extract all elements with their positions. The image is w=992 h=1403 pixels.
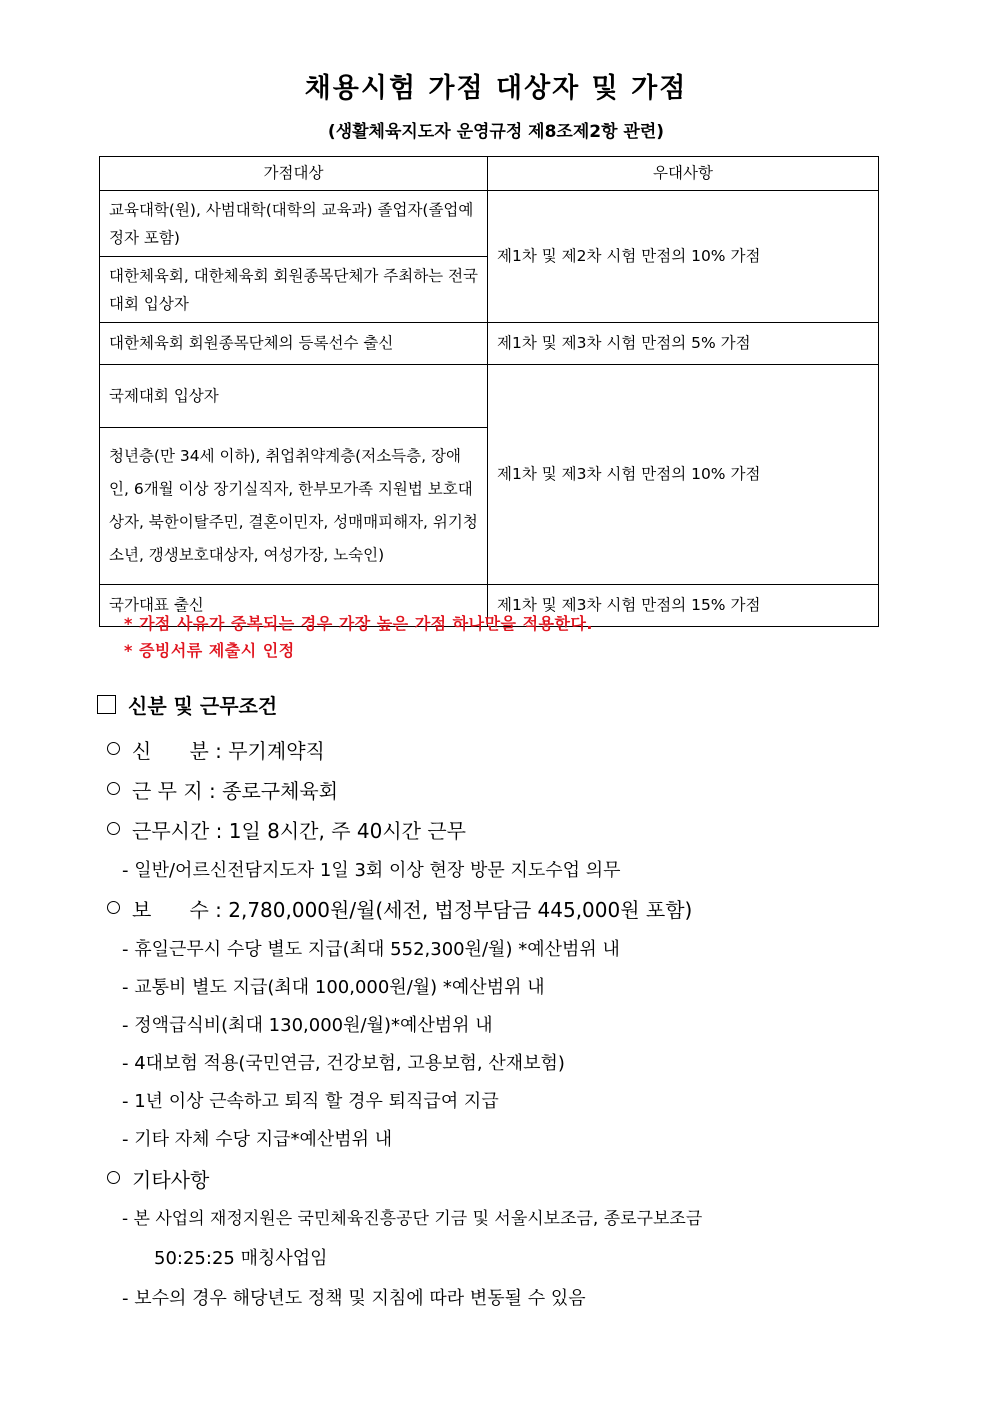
table-header: 우대사항: [488, 157, 879, 191]
table-cell: 국제대회 입상자: [100, 365, 488, 428]
table-cell: 제1차 및 제2차 시험 만점의 10% 가점: [488, 191, 879, 323]
list-item: - 본 사업의 재정지원은 국민체육진흥공단 기금 및 서울시보조금, 종로구보조금: [122, 1209, 703, 1229]
list-item: - 1년 이상 근속하고 퇴직 할 경우 퇴직급여 지급: [122, 1091, 499, 1112]
list-item: - 4대보험 적용(국민연금, 건강보험, 고용보험, 산재보험): [122, 1053, 565, 1074]
circle-bullet-icon: [107, 742, 120, 755]
list-item: 보 수 : 2,780,000원/월(세전, 법정부담금 445,000원 포함): [107, 894, 692, 923]
table-cell: 청년층(만 34세 이하), 취업취약계층(저소득층, 장애인, 6개월 이상 장기실직자, 한부모가족 지원법 보호대상자, 북한이탈주민, 결혼이민자, 성매매피해자, 위기청소년, 갱생보호대상자, 여성가장, 노숙인): [100, 428, 488, 585]
list-item: - 정액급식비(최대 130,000원/월)*예산범위 내: [122, 1015, 493, 1036]
list-item: - 일반/어르신전담지도자 1일 3회 이상 현장 방문 지도수업 의무: [122, 860, 621, 881]
table-header-row: [100, 157, 879, 191]
list-item: 50:25:25 매칭사업임: [154, 1248, 328, 1269]
list-item: 근 무 지 : 종로구체육회: [107, 775, 338, 804]
list-item: 기타사항: [107, 1164, 209, 1193]
bonus-table: [99, 156, 879, 627]
list-item: 근무시간 : 1일 8시간, 주 40시간 근무: [107, 815, 466, 844]
table-cell: 대한체육회, 대한체육회 회원종목단체가 주최하는 전국대회 입상자: [100, 257, 488, 323]
circle-bullet-icon: [107, 782, 120, 795]
circle-bullet-icon: [107, 901, 120, 914]
table-row: [100, 191, 879, 257]
page-title: 채용시험 가점 대상자 및 가점: [304, 73, 688, 104]
table-cell: 국가대표 출신: [100, 585, 488, 627]
circle-bullet-icon: [107, 1171, 120, 1184]
table-row: [100, 323, 879, 365]
table-cell: 교육대학(원), 사범대학(대학의 교육과) 졸업자(졸업예정자 포함): [100, 191, 488, 257]
circle-bullet-icon: [107, 822, 120, 835]
note-text: * 증빙서류 제출시 인정: [124, 641, 295, 660]
table-cell: 제1차 및 제3차 시험 만점의 5% 가점: [488, 323, 879, 365]
section-title: 신분 및 근무조건: [128, 694, 278, 718]
table-cell: 제1차 및 제3차 시험 만점의 10% 가점: [488, 365, 879, 585]
table-header: 가점대상: [100, 157, 488, 191]
table-cell: 대한체육회 회원종목단체의 등록선수 출신: [100, 323, 488, 365]
section-heading: [97, 690, 277, 719]
page-subtitle: (생활체육지도자 운영규정 제8조제2항 관련): [327, 122, 665, 142]
table-cell: 제1차 및 제3차 시험 만점의 15% 가점: [488, 585, 879, 627]
square-bullet-icon: [97, 695, 116, 714]
list-item: - 휴일근무시 수당 별도 지급(최대 552,300원/월) *예산범위 내: [122, 939, 620, 960]
list-item: - 교통비 별도 지급(최대 100,000원/월) *예산범위 내: [122, 977, 545, 998]
list-item: - 기타 자체 수당 지급*예산범위 내: [122, 1129, 393, 1150]
note-text: * 가점 사유가 중복되는 경우 가장 높은 가점 하나만을 적용한다.: [124, 614, 593, 633]
list-item: 신 분 : 무기계약직: [107, 735, 325, 764]
list-item: - 보수의 경우 해당년도 정책 및 지침에 따라 변동될 수 있음: [122, 1288, 586, 1309]
table-row: [100, 365, 879, 428]
